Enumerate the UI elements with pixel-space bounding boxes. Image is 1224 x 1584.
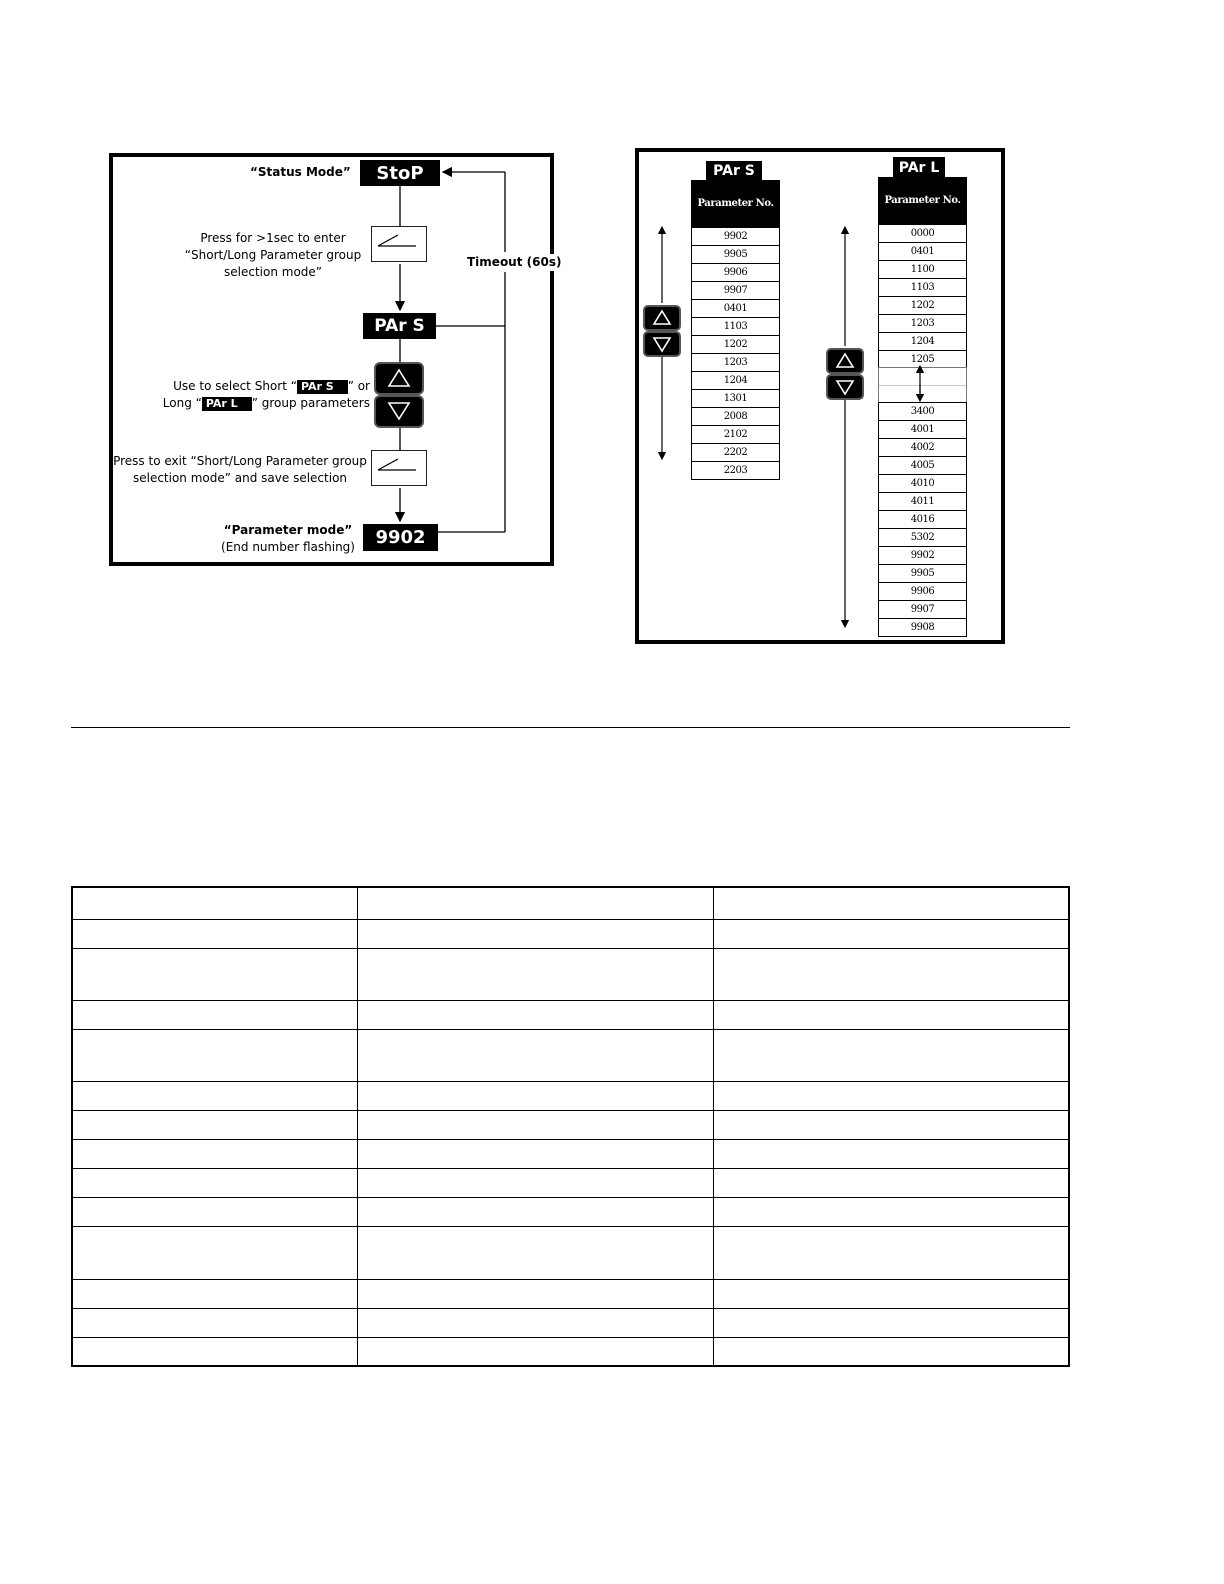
table-cell — [357, 1198, 713, 1227]
table-cell — [357, 1030, 713, 1082]
parameter-number: 2008 — [692, 408, 780, 426]
table-cell — [72, 1227, 357, 1280]
table-cell — [713, 1140, 1069, 1169]
status-mode-label: “Status Mode” — [250, 165, 351, 179]
list-scroll-arrows — [0, 0, 1224, 700]
table-cell — [713, 1227, 1069, 1280]
press-enter-line-3: selection mode” — [224, 265, 322, 279]
parameter-number: 1103 — [879, 279, 967, 297]
parameter-number: 2203 — [692, 462, 780, 480]
parameter-number: 1100 — [879, 261, 967, 279]
parameter-number: 1204 — [692, 372, 780, 390]
parameter-number: 1301 — [692, 390, 780, 408]
table-cell — [357, 1001, 713, 1030]
parameter-number: 0401 — [692, 300, 780, 318]
table-row — [72, 1169, 1069, 1198]
table-cell — [72, 1338, 357, 1367]
parameter-number: 1202 — [692, 336, 780, 354]
table-cell — [357, 1082, 713, 1111]
parameter-number: 1202 — [879, 297, 967, 315]
table-cell — [357, 887, 713, 920]
section-divider — [71, 727, 1070, 728]
parameter-number: 4010 — [879, 475, 967, 493]
table-row — [72, 1227, 1069, 1280]
table-cell — [713, 1338, 1069, 1367]
table-cell — [72, 1111, 357, 1140]
table-row — [72, 1140, 1069, 1169]
empty-table — [71, 886, 1070, 1367]
table-row — [72, 1280, 1069, 1309]
parameter-number: 9902 — [879, 547, 967, 565]
table-cell — [72, 887, 357, 920]
pars-display: PAr S — [363, 313, 436, 339]
table-cell — [72, 949, 357, 1001]
short-list-tag: PAr S — [706, 161, 762, 181]
table-cell — [357, 1111, 713, 1140]
table-row — [72, 1082, 1069, 1111]
select-text-2b: ” group parameters — [251, 396, 370, 410]
chip-long: PAr L — [202, 397, 252, 411]
parameter-number: 1203 — [879, 315, 967, 333]
long-list-header: Parameter No. — [878, 177, 967, 224]
table-cell — [713, 949, 1069, 1001]
parameter-number: 0401 — [879, 243, 967, 261]
table-cell — [357, 1227, 713, 1280]
param-display: 9902 — [363, 524, 438, 551]
short-list-header: Parameter No. — [691, 180, 780, 227]
table-cell — [357, 1140, 713, 1169]
table-cell — [357, 1338, 713, 1367]
table-row — [72, 1338, 1069, 1367]
select-text-2a: Long “ — [162, 396, 202, 410]
table-cell — [72, 1198, 357, 1227]
stop-display: StoP — [360, 160, 440, 186]
table-cell — [713, 1309, 1069, 1338]
down-triangle-icon — [828, 376, 862, 398]
table-row — [72, 887, 1069, 920]
parameter-number: 3400 — [879, 403, 967, 421]
table-cell — [713, 887, 1069, 920]
short-up-button[interactable] — [643, 305, 681, 331]
table-cell — [713, 1001, 1069, 1030]
table-row — [72, 1111, 1069, 1140]
parameter-number: 2202 — [692, 444, 780, 462]
parameter-number: 9905 — [692, 246, 780, 264]
parameter-number: 9906 — [692, 264, 780, 282]
up-triangle-icon — [645, 307, 679, 329]
parameter-number: 9907 — [879, 601, 967, 619]
table-row — [72, 949, 1069, 1001]
press-exit-line-1: Press to exit “Short/Long Parameter group — [113, 454, 367, 468]
long-down-button[interactable] — [826, 374, 864, 400]
parameter-number: 4002 — [879, 439, 967, 457]
table-cell — [72, 1309, 357, 1338]
table-cell — [713, 1111, 1069, 1140]
table-cell — [713, 920, 1069, 949]
table-cell — [72, 1001, 357, 1030]
parameter-number: 4005 — [879, 457, 967, 475]
parameter-number: 9905 — [879, 565, 967, 583]
press-enter-line-2: “Short/Long Parameter group — [184, 248, 362, 262]
parameter-mode-label: “Parameter mode” — [223, 523, 353, 537]
table-cell — [713, 1280, 1069, 1309]
parameter-number: 1204 — [879, 333, 967, 351]
up-triangle-icon — [828, 350, 862, 372]
table-row — [72, 1309, 1069, 1338]
parameter-number: 9906 — [879, 583, 967, 601]
parameter-number: 1205 — [879, 351, 967, 369]
select-text-1a: Use to select Short “ — [173, 379, 297, 393]
table-cell — [357, 949, 713, 1001]
parameter-number: 4016 — [879, 511, 967, 529]
press-enter-line-1: Press for >1sec to enter — [200, 231, 346, 245]
parameter-number: 9907 — [692, 282, 780, 300]
table-cell — [713, 1169, 1069, 1198]
table-cell — [357, 1169, 713, 1198]
table-cell — [72, 1169, 357, 1198]
parameter-number: 1103 — [692, 318, 780, 336]
parameter-number: 1203 — [692, 354, 780, 372]
table-cell — [713, 1030, 1069, 1082]
table-row — [72, 1030, 1069, 1082]
table-cell — [713, 1198, 1069, 1227]
parameter-number: 4001 — [879, 421, 967, 439]
table-row — [72, 1001, 1069, 1030]
table-cell — [357, 1309, 713, 1338]
parameter-number: 2102 — [692, 426, 780, 444]
parameter-number: 4011 — [879, 493, 967, 511]
table-cell — [72, 1280, 357, 1309]
parameter-number: 9908 — [879, 619, 967, 637]
down-triangle-icon — [645, 333, 679, 355]
parameter-number: 9902 — [692, 228, 780, 246]
short-down-button[interactable] — [643, 331, 681, 357]
long-list-tag: PAr L — [893, 157, 945, 178]
end-number-label: (End number flashing) — [221, 540, 355, 554]
table-cell — [72, 1082, 357, 1111]
parameter-number: 5302 — [879, 529, 967, 547]
parameter-number: 0000 — [879, 225, 967, 243]
select-text-1b: ” or — [347, 379, 370, 393]
table-cell — [357, 1280, 713, 1309]
table-cell — [357, 920, 713, 949]
chip-short: PAr S — [297, 380, 348, 394]
table-row — [72, 920, 1069, 949]
table-cell — [72, 1140, 357, 1169]
long-up-button[interactable] — [826, 348, 864, 374]
press-exit-line-2: selection mode” and save selection — [132, 471, 348, 485]
table-cell — [72, 1030, 357, 1082]
table-cell — [72, 920, 357, 949]
table-row — [72, 1198, 1069, 1227]
table-cell — [713, 1082, 1069, 1111]
timeout-label: Timeout (60s) — [467, 255, 562, 269]
